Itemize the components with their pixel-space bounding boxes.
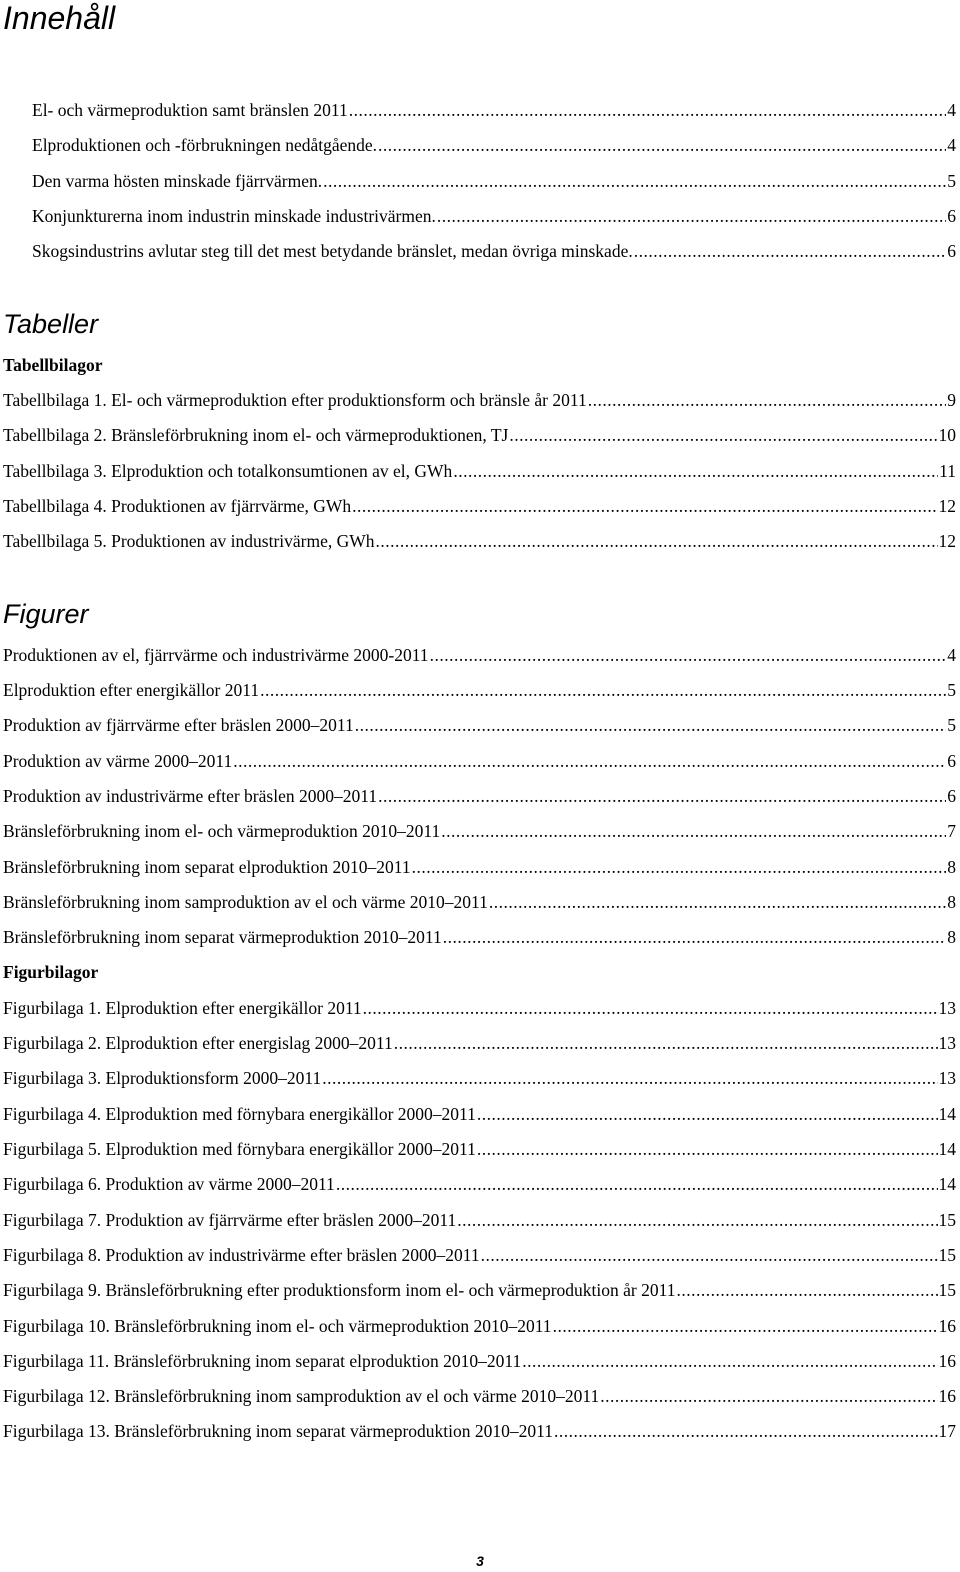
toc-entry-page: 16 — [938, 1351, 956, 1371]
toc-entry-title: Bränsleförbrukning inom el- och värmeproduktion 2010–2011 — [3, 821, 441, 841]
toc-entry[interactable] — [3, 424, 956, 446]
toc-entry[interactable] — [3, 1032, 956, 1054]
toc-dot-leader — [323, 170, 946, 192]
toc-entry-page: 8 — [947, 857, 956, 877]
toc-entry-title: Produktion av fjärrvärme efter bräslen 2000–2011 — [3, 715, 354, 735]
toc-entry-page: 16 — [938, 1386, 956, 1406]
toc-dot-leader — [453, 460, 938, 482]
toc-entry-title: Figurbilaga 8. Produktion av industrivärme efter bräslen 2000–2011 — [3, 1245, 480, 1265]
toc-entry[interactable] — [3, 1209, 956, 1231]
toc-entry-title: Produktion av industrivärme efter bräslen 2000–2011 — [3, 786, 378, 806]
toc-dot-leader — [394, 1032, 938, 1054]
toc-entry-title: Produktion av värme 2000–2011 — [3, 751, 233, 771]
toc-entry-page: 8 — [947, 927, 956, 947]
toc-entry-page: 8 — [947, 892, 956, 912]
toc-entry[interactable] — [32, 134, 956, 156]
toc-entry-page: 10 — [938, 425, 956, 445]
toc-entry-page: 9 — [947, 390, 956, 410]
toc-dot-leader — [481, 1244, 938, 1266]
toc-entry-page: 5 — [947, 680, 956, 700]
toc-entry-title: Figurbilaga 7. Produktion av fjärrvärme efter bräslen 2000–2011 — [3, 1210, 457, 1230]
toc-dot-leader — [588, 389, 947, 411]
toc-dot-leader — [430, 644, 947, 666]
toc-dot-leader — [634, 240, 947, 262]
toc-entry-title: Tabellbilaga 1. El- och värmeproduktion efter produktionsform och bränsle år 2011 — [3, 390, 587, 410]
toc-entry[interactable] — [3, 820, 956, 842]
toc-entry-title: Figurbilaga 9. Bränsleförbrukning efter produktionsform inom el- och värmeproduktion år 2011 — [3, 1280, 676, 1300]
toc-entry[interactable] — [3, 714, 956, 736]
toc-entry-title: Produktionen av el, fjärrvärme och industrivärme 2000-2011 — [3, 645, 429, 665]
toc-entry-title: Konjunkturerna inom industrin minskade industrivärmen. — [32, 206, 436, 226]
section-heading-tables: Tabeller — [3, 309, 99, 339]
toc-entry[interactable] — [32, 99, 956, 121]
toc-entry[interactable] — [3, 679, 956, 701]
toc-entry-title: Figurbilaga 6. Produktion av värme 2000–2011 — [3, 1174, 335, 1194]
toc-entry-page: 15 — [938, 1245, 956, 1265]
toc-entry[interactable] — [3, 460, 956, 482]
toc-entry-page: 5 — [947, 715, 956, 735]
toc-entry[interactable] — [3, 926, 956, 948]
toc-entry[interactable] — [3, 1385, 956, 1407]
toc-entry-page: 14 — [938, 1174, 956, 1194]
toc-entry[interactable] — [3, 495, 956, 517]
toc-entry[interactable] — [3, 1173, 956, 1195]
toc-entry[interactable] — [3, 1420, 956, 1442]
toc-entry-title: Figurbilaga 12. Bränsleförbrukning inom samproduktion av el och värme 2010–2011 — [3, 1386, 600, 1406]
toc-dot-leader — [443, 926, 947, 948]
toc-dot-leader — [233, 750, 946, 772]
toc-entry[interactable] — [3, 785, 956, 807]
toc-entry[interactable] — [3, 530, 956, 552]
toc-entry-page: 15 — [938, 1210, 956, 1230]
toc-entry-page: 4 — [947, 135, 956, 155]
toc-entry-page: 12 — [938, 496, 956, 516]
toc-entry-page: 4 — [947, 645, 956, 665]
toc-entry[interactable] — [3, 997, 956, 1019]
toc-entry[interactable] — [3, 389, 956, 411]
toc-dot-leader — [441, 820, 946, 842]
toc-dot-leader — [522, 1350, 937, 1372]
page-number: 3 — [476, 1553, 484, 1569]
toc-entry[interactable] — [32, 170, 956, 192]
toc-entry-page: 6 — [947, 206, 956, 226]
toc-entry-title: Tabellbilaga 4. Produktionen av fjärrvärme, GWh — [3, 496, 352, 516]
toc-entry-title: Figurbilaga 5. Elproduktion med förnybara energikällor 2000–2011 — [3, 1139, 476, 1159]
toc-entry-title: Elproduktion efter energikällor 2011 — [3, 680, 260, 700]
toc-dot-leader — [376, 530, 938, 552]
toc-entry-title: Figurbilaga 10. Bränsleförbrukning inom el- och värmeproduktion 2010–2011 — [3, 1316, 552, 1336]
toc-dot-leader — [412, 856, 947, 878]
toc-entry[interactable] — [3, 856, 956, 878]
toc-entry[interactable] — [3, 750, 956, 772]
toc-entry-title: Figurbilaga 13. Bränsleförbrukning inom separat värmeproduktion 2010–2011 — [3, 1421, 554, 1441]
toc-dot-leader — [378, 134, 946, 156]
toc-entry[interactable] — [3, 644, 956, 666]
toc-entry-page: 5 — [947, 171, 956, 191]
toc-entry-page: 12 — [938, 531, 956, 551]
toc-entry-page: 13 — [938, 998, 956, 1018]
subheading-figure-appendices: Figurbilagor — [3, 962, 99, 982]
toc-entry-title: Figurbilaga 11. Bränsleförbrukning inom separat elproduktion 2010–2011 — [3, 1351, 522, 1371]
toc-dot-leader — [554, 1420, 937, 1442]
toc-entry-page: 6 — [947, 241, 956, 261]
toc-dot-leader — [352, 495, 937, 517]
toc-entry-title: Figurbilaga 2. Elproduktion efter energislag 2000–2011 — [3, 1033, 393, 1053]
toc-entry[interactable] — [3, 1350, 956, 1372]
toc-dot-leader — [477, 1103, 938, 1125]
toc-entry-page: 6 — [947, 786, 956, 806]
toc-entry[interactable] — [3, 1279, 956, 1301]
toc-entry-title: Den varma hösten minskade fjärrvärmen. — [32, 171, 323, 191]
toc-entry-page: 15 — [938, 1280, 956, 1300]
toc-entry-page: 11 — [939, 461, 956, 481]
toc-dot-leader — [322, 1067, 937, 1089]
toc-dot-leader — [378, 785, 946, 807]
toc-entry[interactable] — [3, 1244, 956, 1266]
toc-entry[interactable] — [32, 240, 956, 262]
toc-entry-page: 13 — [938, 1068, 956, 1088]
toc-dot-leader — [349, 99, 947, 121]
toc-entry[interactable] — [3, 1103, 956, 1125]
section-heading-figures: Figurer — [3, 599, 89, 629]
toc-entry-title: Tabellbilaga 3. Elproduktion och totalkonsumtionen av el, GWh — [3, 461, 453, 481]
toc-entry-title: Bränsleförbrukning inom separat elproduktion 2010–2011 — [3, 857, 411, 877]
toc-entry-title: Bränsleförbrukning inom separat värmeproduktion 2010–2011 — [3, 927, 442, 947]
toc-entry-title: Tabellbilaga 2. Bränsleförbrukning inom el- och värmeproduktionen, TJ — [3, 425, 509, 445]
toc-dot-leader — [676, 1279, 937, 1301]
toc-entry[interactable] — [3, 1138, 956, 1160]
toc-dot-leader — [553, 1315, 938, 1337]
toc-entry-page: 7 — [947, 821, 956, 841]
toc-entry-page: 13 — [938, 1033, 956, 1053]
toc-entry-title: Bränsleförbrukning inom samproduktion av el och värme 2010–2011 — [3, 892, 488, 912]
toc-entry-title: Figurbilaga 4. Elproduktion med förnybara energikällor 2000–2011 — [3, 1104, 476, 1124]
toc-dot-leader — [489, 891, 946, 913]
toc-dot-leader — [336, 1173, 938, 1195]
toc-entry-page: 4 — [947, 100, 956, 120]
toc-dot-leader — [355, 714, 947, 736]
page-title: Innehåll — [3, 0, 116, 36]
toc-dot-leader — [509, 424, 937, 446]
toc-entry[interactable] — [32, 205, 956, 227]
toc-entry-title: Figurbilaga 3. Elproduktionsform 2000–2011 — [3, 1068, 322, 1088]
toc-entry-title: El- och värmeproduktion samt bränslen 2011 — [32, 100, 348, 120]
toc-dot-leader — [477, 1138, 938, 1160]
subheading-table-appendices: Tabellbilagor — [3, 355, 103, 375]
toc-entry-title: Figurbilaga 1. Elproduktion efter energikällor 2011 — [3, 998, 362, 1018]
toc-entry-page: 6 — [947, 751, 956, 771]
toc-dot-leader — [260, 679, 946, 701]
toc-entry-page: 14 — [938, 1139, 956, 1159]
toc-entry-title: Skogsindustrins avlutar steg till det mest betydande bränslet, medan övriga minskade. — [32, 241, 633, 261]
toc-dot-leader — [457, 1209, 937, 1231]
toc-entry-page: 16 — [938, 1316, 956, 1336]
toc-entry-page: 14 — [938, 1104, 956, 1124]
toc-dot-leader — [363, 997, 938, 1019]
toc-entry[interactable] — [3, 1315, 956, 1337]
toc-entry-page: 17 — [938, 1421, 956, 1441]
toc-entry[interactable] — [3, 891, 956, 913]
toc-entry-title: Tabellbilaga 5. Produktionen av industrivärme, GWh — [3, 531, 375, 551]
toc-dot-leader — [437, 205, 946, 227]
toc-entry-title: Elproduktionen och -förbrukningen nedåtgående. — [32, 135, 378, 155]
toc-entry[interactable] — [3, 1067, 956, 1089]
toc-dot-leader — [600, 1385, 937, 1407]
